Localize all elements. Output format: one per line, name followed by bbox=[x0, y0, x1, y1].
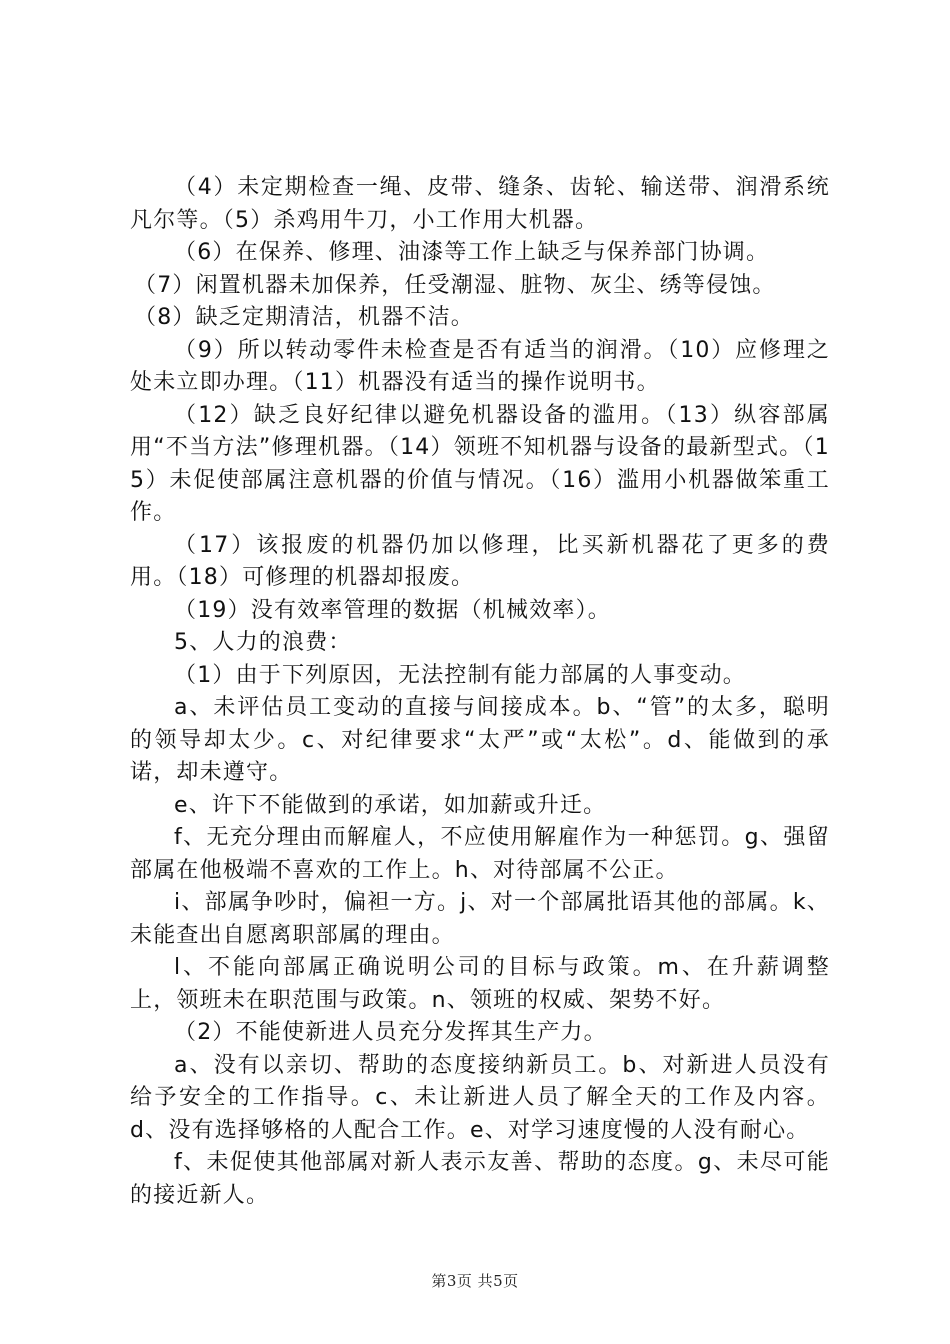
paragraph: （2）不能使新进人员充分发挥其生产力。 bbox=[174, 1020, 607, 1045]
paragraph: （9）所以转动零件未检查是否有适当的润滑。（10）应修理之处未立即办理。（11）机器没有适当的操作说明书。 bbox=[130, 337, 830, 395]
paragraph: （1）由于下列原因，无法控制有能力部属的人事变动。 bbox=[174, 662, 746, 688]
paragraph: a、没有以亲切、帮助的态度接纳新员工。b、对新进人员没有给予安全的工作指导。c、未让新进人员了解全天的工作及内容。d、没有选择够格的人配合工作。e、对学习速度慢的人没有耐心。 bbox=[130, 1052, 830, 1143]
paragraph: （7）闲置机器未加保养，任受潮湿、脏物、灰尘、绣等侵蚀。 bbox=[134, 272, 776, 298]
page-footer: 第3页 共5页 bbox=[431, 1272, 519, 1290]
paragraph: （8）缺乏定期清洁，机器不洁。 bbox=[134, 305, 474, 330]
paragraph: （19）没有效率管理的数据（机械效率）。 bbox=[174, 597, 611, 623]
paragraph: f、未促使其他部属对新人表示友善、帮助的态度。g、未尽可能的接近新人。 bbox=[130, 1150, 830, 1208]
paragraph: a、未评估员工变动的直接与间接成本。b、“管”的太多，聪明的领导却太少。c、对纪律要求“太严”或“太松”。d、能做到的承诺，却未遵守。 bbox=[130, 695, 830, 785]
paragraph: l、不能向部属正确说明公司的目标与政策。m、在升薪调整上，领班未在职范围与政策。n、领班的权威、架势不好。 bbox=[130, 955, 830, 1013]
paragraph: （12）缺乏良好纪律以避免机器设备的滥用。（13）纵容部属用“不当方法”修理机器。（14）领班不知机器与设备的最新型式。（15）未促使部属注意机器的价值与情况。（16）滥用小机器做笨重工作。 bbox=[130, 402, 830, 525]
document-body bbox=[130, 172, 830, 1212]
paragraph: （17）该报废的机器仍加以修理，比买新机器花了更多的费用。（18）可修理的机器却报废。 bbox=[130, 532, 830, 590]
paragraph: （4）未定期检查一绳、皮带、缝条、齿轮、输送带、润滑系统凡尔等。（5）杀鸡用牛刀，小工作用大机器。 bbox=[130, 175, 830, 233]
paragraph: f、无充分理由而解雇人，不应使用解雇作为一种惩罚。g、强留部属在他极端不喜欢的工作上。h、对待部属不公正。 bbox=[130, 825, 830, 883]
section-heading: 5、人力的浪费： bbox=[174, 630, 352, 655]
paragraph: （6）在保养、修理、油漆等工作上缺乏与保养部门协调。 bbox=[174, 240, 770, 265]
paragraph: e、许下不能做到的承诺，如加薪或升迁。 bbox=[174, 792, 607, 818]
paragraph: i、部属争吵时，偏袒一方。j、对一个部属批语其他的部属。k、未能查出自愿离职部属的理由。 bbox=[130, 890, 830, 948]
